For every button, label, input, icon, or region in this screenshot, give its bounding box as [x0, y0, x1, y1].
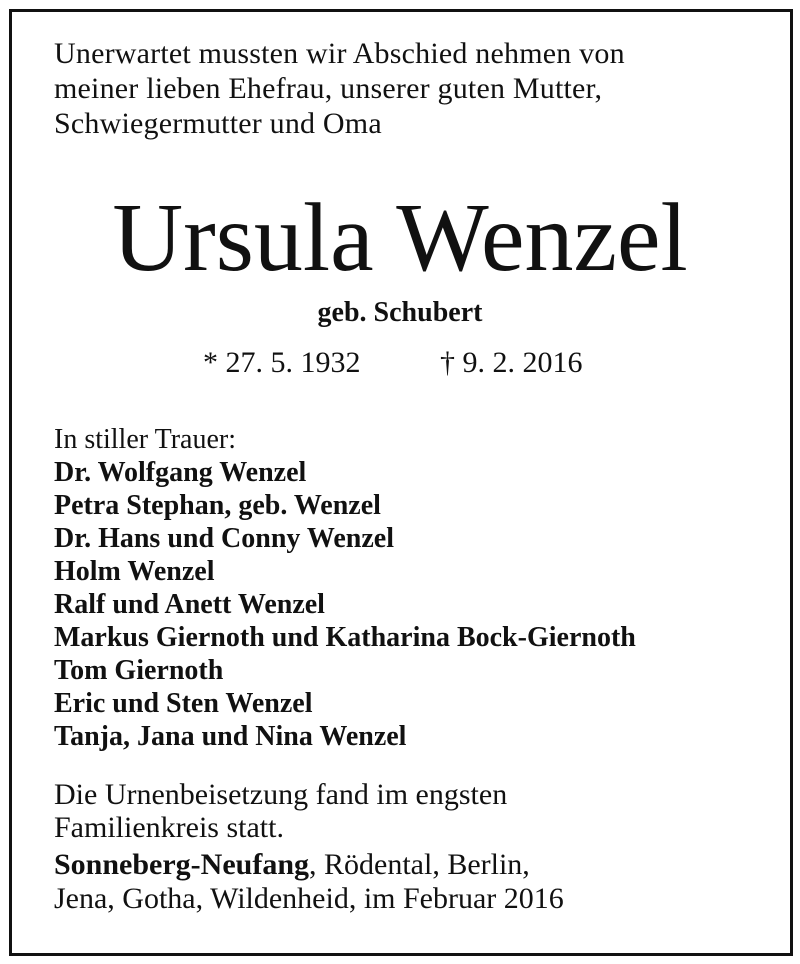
intro-line: Schwiegermutter und Oma [54, 107, 382, 140]
main-place: Sonneberg-Neufang [54, 848, 310, 881]
other-places: , Rödental, Berlin, [309, 848, 530, 881]
maiden-name: geb. Schubert [317, 297, 483, 328]
burial-note [54, 778, 774, 844]
mourner-name: Dr. Wolfgang Wenzel [54, 457, 307, 488]
mourner-name: Dr. Hans und Conny Wenzel [54, 523, 394, 554]
mourner-name: Tom Giernoth [54, 655, 224, 686]
mourner-name: Petra Stephan, geb. Wenzel [54, 490, 381, 521]
place-line [54, 848, 774, 882]
mourner-name: Eric und Sten Wenzel [54, 688, 313, 719]
mourners-block [54, 423, 774, 753]
mourner-name: Tanja, Jana und Nina Wenzel [54, 721, 407, 752]
mourners-heading: In stiller Trauer: [54, 424, 236, 455]
mourner-name: Holm Wenzel [54, 556, 215, 587]
deceased-name: Ursula Wenzel [112, 184, 688, 292]
mourner-name: Markus Giernoth und Katharina Bock-Giernoth [54, 622, 636, 653]
place-line-2: Jena, Gotha, Wildenheid, im Februar 2016 [54, 882, 564, 915]
intro-line: meiner lieben Ehefrau, unserer guten Mutter, [54, 72, 603, 105]
mourners-list [54, 456, 774, 753]
burial-line: Familienkreis statt. [54, 811, 284, 844]
place-and-date [54, 848, 774, 916]
burial-line: Die Urnenbeisetzung fand im engsten [54, 778, 508, 811]
birth-date: * 27. 5. 1932 [203, 346, 361, 379]
intro-text [54, 36, 754, 141]
intro-line: Unerwartet mussten wir Abschied nehmen von [54, 37, 625, 70]
mourner-name: Ralf und Anett Wenzel [54, 589, 325, 620]
death-date: † 9. 2. 2016 [440, 346, 583, 379]
